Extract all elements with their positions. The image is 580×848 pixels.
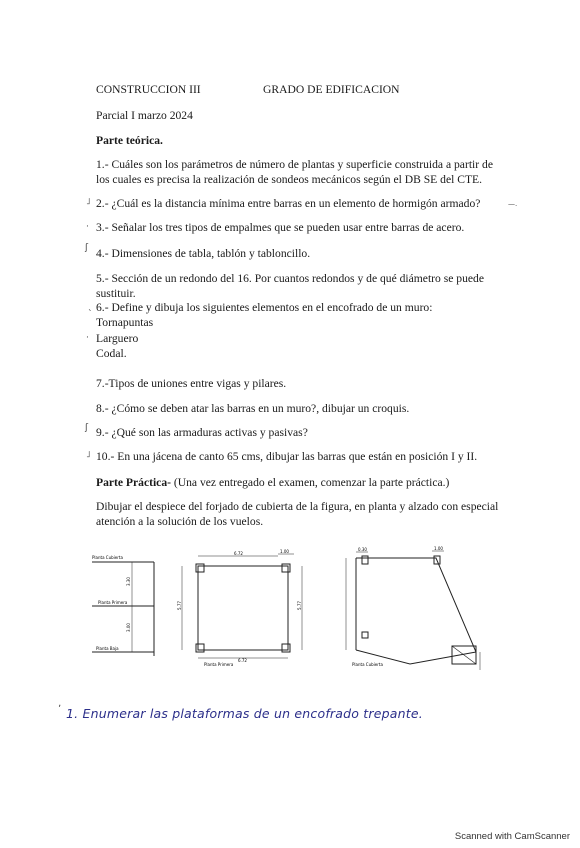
check-mark-icon: ʼ <box>58 704 62 715</box>
question-2: 2.- ¿Cuál es la distancia mínima entre barras en un elemento de hormigón armado? <box>96 197 481 210</box>
elevation-label: Planta Primera <box>98 600 128 605</box>
question-6-item: Tornapuntas <box>96 316 154 329</box>
elevation-label: Planta Cubierta <box>92 555 123 560</box>
elevation-drawing <box>84 548 164 660</box>
plan-dimension: 6.72 <box>238 658 247 663</box>
elevation-label: Planta Baja <box>96 646 119 651</box>
check-mark-icon: ʃ <box>85 423 89 433</box>
plan-label: Planta Primera <box>204 662 234 667</box>
handwritten-question: 1. Enumerar las plataformas de un encofrado trepante. <box>66 706 423 721</box>
check-mark-icon: ˩ <box>86 450 91 460</box>
practice-instruction-line-2: atención a la solución de los vuelos. <box>96 515 264 528</box>
degree-title: GRADO DE EDIFICACION <box>263 83 400 96</box>
elevation-dimension: 3.30 <box>126 577 131 586</box>
practice-heading <box>96 475 449 490</box>
question-8: 8.- ¿Cómo se deben atar las barras en un muro?, dibujar un croquis. <box>96 402 410 415</box>
check-mark-icon: ˎ <box>88 302 93 312</box>
question-6-item: Larguero <box>96 332 139 345</box>
question-6: 6.- Define y dibuja los siguientes elementos en el encofrado de un muro: <box>96 301 433 314</box>
check-mark-icon: · <box>86 333 89 343</box>
plan-dimension: 1.00 <box>434 546 443 551</box>
question-1-line-2: los cuales es precisa la realización de sondeos mecánicos según el DB SE del CTE. <box>96 173 483 186</box>
scanner-watermark: Scanned with CamScanner <box>454 831 570 842</box>
practice-instruction-line-1: Dibujar el despiece del forjado de cubierta de la figura, en planta y alzado con especial <box>96 500 499 513</box>
stray-mark-icon: —. <box>508 200 518 208</box>
practice-note: (Una vez entregado el examen, comenzar la parte práctica.) <box>171 476 450 489</box>
question-5-line-2: sustituir. <box>96 287 136 300</box>
plan-label: Planta Cubierta <box>352 662 383 667</box>
exam-name: Parcial I marzo 2024 <box>96 109 193 122</box>
question-9: 9.- ¿Qué son las armaduras activas y pasivas? <box>96 426 308 439</box>
check-mark-icon: · <box>86 222 89 232</box>
roof-plan-drawing <box>344 548 492 674</box>
elevation-dimension: 3.00 <box>126 623 131 632</box>
question-4: 4.- Dimensiones de tabla, tablón y tabloncillo. <box>96 247 311 260</box>
check-mark-icon: ˩ <box>86 197 91 207</box>
plan-dimension: 5.77 <box>177 601 182 610</box>
plan-dimension: 1.00 <box>280 549 289 554</box>
question-6-item: Codal. <box>96 347 127 360</box>
question-10: 10.- En una jácena de canto 65 cms, dibujar las barras que están en posición I y II. <box>96 450 478 463</box>
plan-dimension: 5.77 <box>297 601 302 610</box>
question-5-line-1: 5.- Sección de un redondo del 16. Por cuantos redondos y de qué diámetro se puede <box>96 272 484 285</box>
question-7: 7.-Tipos de uniones entre vigas y pilares. <box>96 377 287 390</box>
question-3: 3.- Señalar los tres tipos de empalmes que se pueden usar entre barras de acero. <box>96 221 465 234</box>
plan-dimension: 0.30 <box>358 547 367 552</box>
question-1-line-1: 1.- Cuáles son los parámetros de número de plantas y superficie construida a partir de <box>96 158 493 171</box>
theory-title: Parte teórica. <box>96 134 163 147</box>
check-mark-icon: ʃ <box>85 243 89 253</box>
practice-title: Parte Práctica- <box>96 476 171 489</box>
plan-dimension: 6.72 <box>234 551 243 556</box>
floor-plan-drawing <box>178 550 310 670</box>
course-title: CONSTRUCCION III <box>96 83 201 96</box>
